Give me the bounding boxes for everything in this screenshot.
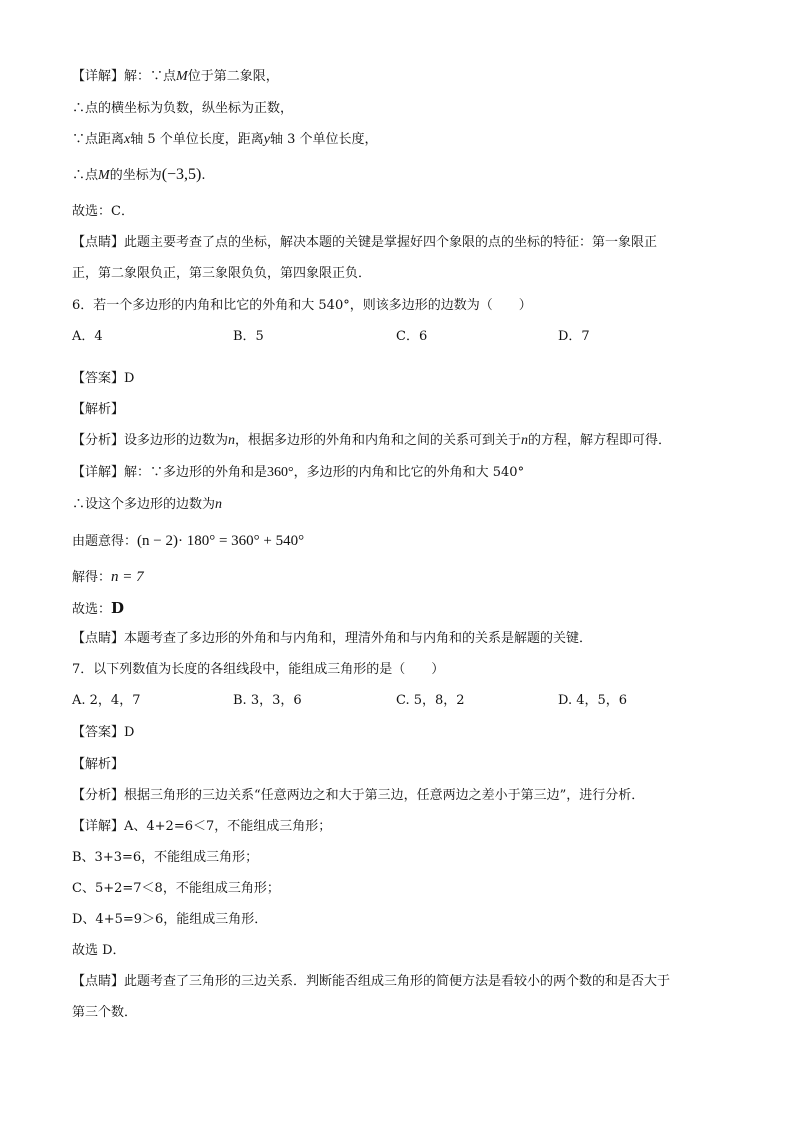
text: ，根据多边形的外角和内角和之间的关系可到关于 (235, 433, 522, 448)
question-6: 6．若一个多边形的内角和比它的外角和大 540°，则该多边形的边数为（ ） (72, 298, 532, 313)
degree-value: 360° (267, 465, 294, 480)
text: 轴 5 个单位长度，距离 (130, 132, 264, 147)
solution-line: B、3+3=6，不能组成三角形； (72, 850, 259, 865)
option-c: C．6 (396, 329, 428, 344)
solution-line: C、5+2=7＜8，不能组成三角形； (72, 881, 280, 896)
variable: y (263, 132, 270, 147)
comment-line: 【点睛】本题考查了多边形的外角和与内角和，理清外角和与内角和的关系是解题的关键． (72, 631, 593, 646)
variable: n (521, 433, 529, 448)
option-d: D．7 (558, 329, 590, 344)
coordinate: (−3,5) (161, 166, 202, 183)
solution-line (72, 166, 754, 185)
answer-line: 【答案】D (72, 371, 135, 386)
text: 由题意得： (72, 534, 138, 549)
option-c: C. 5，8，2 (396, 693, 465, 708)
variable: M (98, 168, 110, 183)
answer-choice-line: 故选 D． (72, 943, 126, 958)
answer-choice-line (72, 599, 754, 619)
variable: n (228, 433, 236, 448)
text: ∴设这个多边形的边数为 (72, 497, 216, 512)
text: 【详解】解：∵多边形的外角和是 (72, 465, 268, 480)
solution-line: D、4+5=9＞6，能组成三角形． (72, 912, 268, 927)
variable: x (124, 132, 131, 147)
analysis-line (72, 432, 754, 450)
analysis-heading: 【解析】 (72, 757, 125, 772)
text: 故选： (72, 602, 112, 617)
text: 的方程，解方程即可得． (528, 433, 672, 448)
option-d: D. 4，5，6 (558, 693, 628, 708)
text: ∴点 (72, 168, 99, 183)
analysis-line: 【分析】根据三角形的三边关系“任意两边之和大于第三边，任意两边之差小于第三边”，进行分析． (72, 788, 645, 803)
text: 【分析】设多边形的边数为 (72, 433, 229, 448)
option-b: B. 3，3，6 (233, 693, 302, 708)
analysis-heading: 【解析】 (72, 402, 125, 417)
option-a: A. 2，4，7 (72, 693, 141, 708)
question-7: 7．以下列数值为长度的各组线段中，能组成三角形的是（ ） (72, 662, 445, 677)
variable: M (176, 69, 188, 84)
equation: n = 7 (111, 569, 144, 585)
solution-line (72, 131, 754, 149)
question-7-options (72, 692, 754, 710)
variable: n (215, 497, 223, 512)
comment-line: 第三个数． (72, 1005, 138, 1020)
solution-line (72, 496, 754, 514)
comment-line: 【点睛】此题考查了三角形的三边关系．判断能否组成三角形的简便方法是看较小的两个数的和是否大于 (72, 974, 671, 989)
answer-line: 【答案】D (72, 725, 135, 740)
text: 【详解】解：∵点 (72, 69, 177, 84)
text: . (201, 168, 206, 183)
solution-line: 【详解】A、4+2=6＜7，不能组成三角形； (72, 819, 332, 834)
equation: (n − 2)· 180° = 360° + 540° (137, 533, 305, 549)
text: 轴 3 个单位长度， (270, 132, 378, 147)
comment-line: 【点睛】此题主要考查了点的坐标，解决本题的关键是掌握好四个象限的点的坐标的特征：第一象限正 (72, 235, 658, 250)
comment-line: 正，第二象限负正，第三象限负负，第四象限正负． (72, 266, 372, 281)
solution-line (72, 68, 754, 86)
solution-line (72, 464, 754, 482)
solution-line: ∴点的横坐标为负数，纵坐标为正数， (72, 101, 294, 116)
text: 的坐标为 (109, 168, 162, 183)
equation-line (72, 532, 754, 551)
text: ∵点距离 (72, 132, 125, 147)
question-6-options (72, 328, 754, 346)
answer-choice-line: 故选：C． (72, 204, 134, 219)
result-line (72, 568, 754, 587)
choice-letter: D (111, 599, 125, 617)
text: ，多边形的内角和比它的外角和大 540° (293, 465, 525, 480)
option-b: B．5 (233, 329, 264, 344)
text: 位于第二象限， (187, 69, 279, 84)
text: 解得： (72, 570, 112, 585)
option-a: A．4 (72, 329, 103, 344)
